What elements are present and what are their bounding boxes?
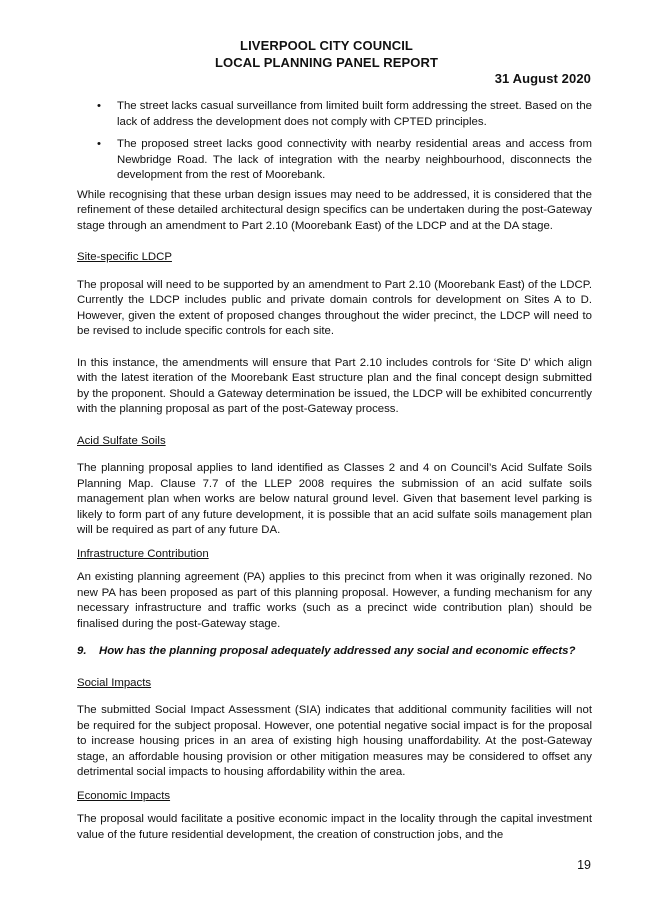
bullet-icon: • xyxy=(97,100,101,112)
bullet-text: The proposed street lacks good connectivity with nearby residential areas and access from Newbridge Road. The lack of integration with the nearby neighbourhood, disconnects the development from the rest of Moorebank. xyxy=(117,138,592,181)
site-specific-heading: Site-specific LDCP xyxy=(77,251,172,263)
report-title: LOCAL PLANNING PANEL REPORT xyxy=(215,55,438,70)
infrastructure-paragraph: An existing planning agreement (PA) applies to this precinct from when it was originally rezoned. No new PA has been proposed as part of this planning proposal. However, a funding mechanism for any necessary infrastructure and traffic works (such as a precinct wide contribution plan) should be finalised during the post-Gateway stage. xyxy=(77,571,592,630)
social-impacts-paragraph: The submitted Social Impact Assessment (SIA) indicates that additional community facilities will not be required for the subject proposal. However, one potential negative social impact is for the proposal to increase housing prices in an area of existing high housing unaffordability. At the post-Gateway stage, an affordable housing provision or other mitigation measures may be considered to offset any detrimental social impacts to housing affordability within the area. xyxy=(77,704,592,778)
report-body xyxy=(77,99,592,843)
economic-impacts-heading: Economic Impacts xyxy=(77,789,171,802)
social-impacts-heading: Social Impacts xyxy=(77,676,152,689)
economic-impacts-paragraph: The proposal would facilitate a positive economic impact in the locality through the capital investment value of the future residential development, the creation of construction jobs, and the xyxy=(77,813,592,841)
bullet-text: The street lacks casual surveillance from limited built form addressing the street. Based on the lack of address the development does not comply with CPTED principles. xyxy=(117,100,592,128)
bullet-item xyxy=(77,137,592,184)
bullet-item xyxy=(77,99,592,130)
question-heading xyxy=(77,644,592,660)
site-specific-paragraph-1: The proposal will need to be supported by an amendment to Part 2.10 (Moorebank East) of the LDCP. Currently the LDCP includes public and private domain controls for development on Sites A to D. However, given the extent of proposed changes throughout the wider precinct, the LDCP will need to be revised to include specific controls for each site. xyxy=(77,278,592,337)
site-specific-paragraph-2: In this instance, the amendments will ensure that Part 2.10 includes controls for ‘Site D’ which align with the latest iteration of the Moorebank East structure plan and the final concept design submitted by the proponent. Should a Gateway determination be issued, the LDCP will be exhibited concurrently with the planning proposal as part of the post-Gateway process. xyxy=(77,356,592,415)
urban-design-paragraph: While recognising that these urban design issues may need to be addressed, it is considered that the refinement of these detailed architectural design specifics can be undertaken during the post-Gateway stage through an amendment to Part 2.10 (Moorebank East) of the LDCP and at the DA stage. xyxy=(77,188,592,232)
question-text: How has the planning proposal adequately addressed any social and economic effects? xyxy=(99,645,576,657)
bullet-icon: • xyxy=(97,138,101,150)
question-number: 9. xyxy=(77,645,87,657)
council-name: LIVERPOOL CITY COUNCIL xyxy=(240,38,413,53)
infrastructure-heading: Infrastructure Contribution xyxy=(77,547,209,560)
report-date: 31 August 2020 xyxy=(494,71,591,86)
page-number: 19 xyxy=(577,858,591,872)
acid-sulfate-paragraph: The planning proposal applies to land identified as Classes 2 and 4 on Council’s Acid Sulfate Soils Planning Map. Clause 7.7 of the LLEP 2008 requires the submission of an acid sulfate soils management plan when works are below natural ground level. Given that basement level parking is likely to form part of any future development, it is possible that an acid sulfate soils management plan will be required as part of any future DA. xyxy=(77,462,592,536)
acid-sulfate-heading: Acid Sulfate Soils xyxy=(77,434,166,447)
